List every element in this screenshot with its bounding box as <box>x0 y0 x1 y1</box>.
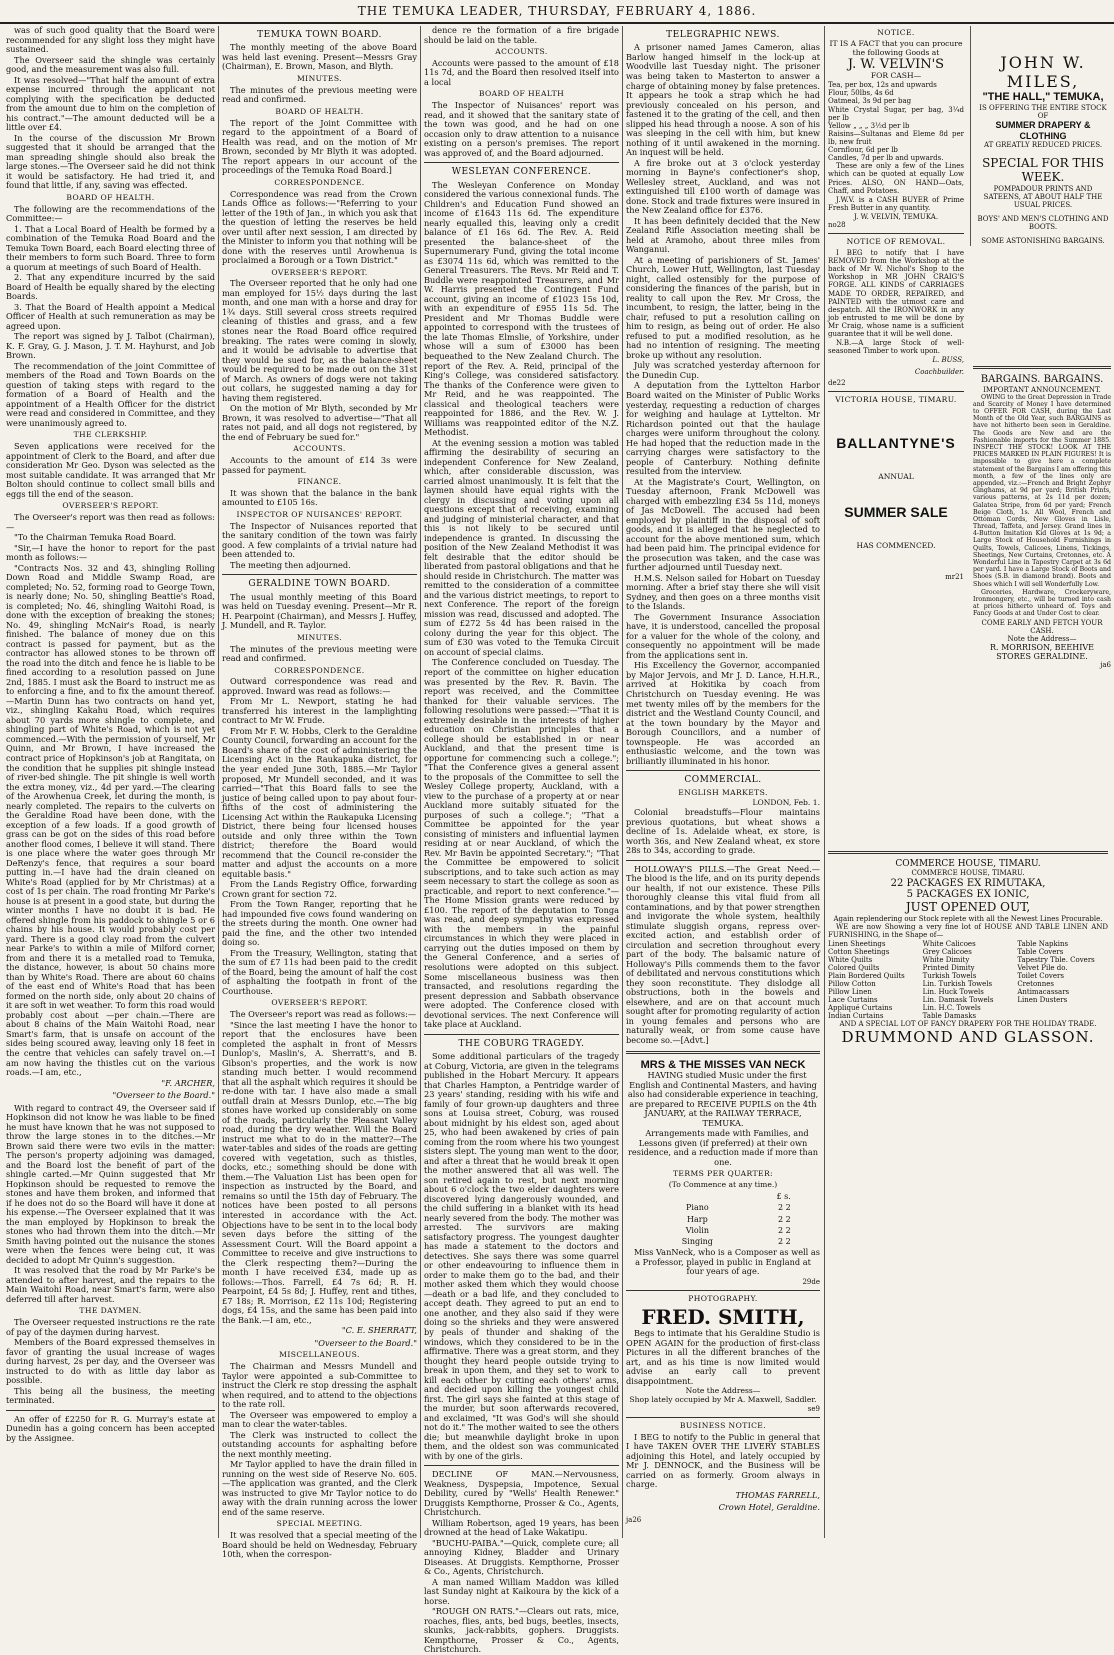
signature: Coachbuilder. <box>914 367 964 376</box>
column-5 <box>828 26 1111 1538</box>
paragraph: The recommendation of the joint Committee of members of the Road and Town Boards on the question of taking steps with regard to the formation of a Board of Health and the appointment of a Health Officer for the district were read and considered in Committee, and they were unanimously agreed to. <box>6 360 215 428</box>
paragraph: With regard to contract 49, the Overseer said if Hopkinson did not know he was liable to be fined he must have known that he was not supposed to throw the large stones in to the ditches.—Mr Brown said there were two evils in the matter: The person's property adjoining was damaged, and the Board lost the benefit of part of the shingle carted.—Mr Quinn suggested that Mr Hopkinson should be requested to remove the stones and have them broken, and informed that if he does not do so the Board will have it done at his expense.—The Overseer explained that it was the man employed by Hopkinson to break the stones who had thrown them into the ditch.—Mr Smith having pointed out the nuisance the stones were when the fences were being cut, it was decided to adopt Mr Quinn's suggestion. <box>6 1102 215 1265</box>
paragraph: "To the Chairman Temuka Road Board. <box>14 532 177 543</box>
list-item: Table Covers <box>1017 948 1064 957</box>
paragraph: The Overseer reported that he only had one man employed for 15½ days during the last month, and one man with a horse and dray for 1¾ days. Still several cross streets required cleaning of thistles and grass, and a few stones near the Road Board office required breaking. The rates were coming in slowly, and it would be advisable to advertise that they would be sued for, as the balance-sheet would be required to be made out on the 31st of March. As owners of dogs were not taking out collars, he suggested naming a day for having them registered. <box>222 278 417 403</box>
section-heading: MISCELLANEOUS. <box>279 1350 360 1360</box>
section-heading: OVERSEER'S REPORT. <box>271 998 368 1008</box>
paragraph: July was scratched yesterday afternoon for the Dunedin Cup. <box>626 360 820 380</box>
list-item: Printed Dimity <box>922 964 975 973</box>
paragraph: The Overseer said the shingle was certainly good, and the measurement was also full. <box>6 54 215 75</box>
paragraph: The Wesleyan Conference on Monday considered the various connexional funds. The Children's and Education Fund showed an income of £1643 11s 6d. The expenditure nearly equalled this, leaving only a credit balance of £1 16s 6d. The Rev. A. Reid presented the balance-sheet of the Supernumerary Fund, giving the total income as £3074 11s 6d, which was remitted to the General Treasurers. The Revs. Mr Reid and T. Buddle were reappointed Treasurers, and Mr W. Harris presented the Contingent Fund account, giving an income of £1023 15s 10d, with an expenditure of £955 11s 5d. The President and Mr Thomas Buddle were appointed to correspond with the trustees of the late Thomas Elmslie, of Yorkshire, under whose will a sum of £3000 has been bequeathed to the New Zealand Church. The report of the Rev. A. Reid, principal of the King's College, was considered satisfactory. The thanks of the Conference were given to Mr Reid, and he was reappointed. The classical and theological teachers were reappointed for 1886, and the Rev. W. J. Williams was reappointed editor of the N.Z. Methodist. <box>424 179 619 438</box>
paragraph: WE are now Showing a very fine lot of HOUSE AND TABLE LINEN AND FURNISHING, in the Shape of— <box>828 922 1108 939</box>
paragraph: The Inspector of Nuisances' report was read, and it showed that the sanitary state of the town was good, and he had on one occasion only to draw attention to a nuisance existing on a person's premises. The report was approved of, and the Board adjourned. <box>424 100 619 158</box>
paragraph: A man named William Maddon was killed last Sunday night at Kaikoura by the kick of a horse. <box>424 1576 619 1606</box>
section-heading: CORRESPONDENCE. <box>274 177 365 187</box>
advert-title: 5 PACKAGES EX IONIC, <box>906 889 1030 901</box>
paragraph: Outward correspondence was read and approved. Inward was read as follows:— <box>222 676 417 696</box>
paragraph: At the evening session a motion was tabled affirming the desirability of securing an independent Conference for New Zealand, which, after considerable discussion, was carried almost unanimously. It is felt that the laymen should have equal rights with the clergy in discussing and voting upon all questions except that of receiving, examining and judging of ministerial character, and that this is not likely to be secured until independence is granted. In discussing the position of the New Zealand Methodist it was felt desirable that the editor should be liberated from pastoral obligations and that he should reside in Christchurch. The matter was remitted to the consideration of a committee and the various district meetings, to report to next Conference. The report of the foreign mission was read, discussed and adopted. The sum of £272 5s 4d has been raised in the colony during the year for this object. The sum of £30 was voted to the Temuka Circuit on account of special claims. <box>424 437 619 657</box>
advert-intro: IT IS A FACT that you can procure the following Goods at <box>829 38 963 57</box>
advert-sub: BOYS' AND MEN'S CLOTHING AND BOOTS. <box>977 215 1109 232</box>
paragraph: The Clerk was instructed to collect the outstanding accounts for asphalting before the next monthly meeting. <box>222 1429 417 1459</box>
list-item: Lin. H.C. Towels <box>922 1004 981 1013</box>
section-heading: ACCOUNTS. <box>293 444 346 454</box>
paragraph: "Since the last meeting I have the honor to report that the enclosures have been completed the asphalt in front of Messrs Dunlop's, Maslin's, A. Sherratt's, and B. Gibson's properties, and the work is now standing much better. I would recommend that all the asphalt which requires it should be re-done with tar. I have also made a small outfall drain at Messrs Dunlop, etc.—The big stones have worked up considerably on some of the roads, particularly the Pleasant Valley road, during the dry weather. Will the Board instruct me what to do in the matter?—The water-tables and sides of the roads are getting covered with vegetation, such as thistles, docks, etc.; something should be done with them.—The Valuation List has been open for inspection as instructed by the Board, and remains so until the 15th day of February. The notices have been posted to all persons interested in accordance with the Act. Objections have to be sent in to the local body seven days before the sitting of the Assessment Court. Will the Board appoint a Committee to receive and give instructions to the Clerk respecting them?—During the month I have received £34, made up as follows:—Thos. Farrell, £4 7s 6d; R. H. Pearpoint, £4 5s 8d; J. Huffey, rent and tithes, £7 18s; R. Morrison, £2 11s 10d; Registering dogs, £4 15s, and the same has been paid into the Bank.—I am, etc., <box>222 1019 417 1325</box>
paragraph: The Government Insurance Association have, it is understood, cancelled the proposal for a valuer for the whole of the colony, and consequently no appointment will be made from the applications sent in. <box>626 611 820 660</box>
paragraph: The meeting then adjourned. <box>230 559 351 570</box>
section-heading: OVERSEER'S REPORT. <box>271 267 368 277</box>
advert-code: no28 <box>828 221 846 230</box>
paragraph: Accounts were passed to the amount of £18 11s 7d, and the Board then resolved itself into a local <box>424 57 619 87</box>
advert-heading: NOTICE OF REMOVAL. <box>846 237 946 247</box>
table-row: Piano 2 2 <box>686 1203 791 1213</box>
paragraph: dence re the formation of a fire brigade should be laid on the table. <box>424 25 619 45</box>
goods-list <box>828 940 1108 1020</box>
advert-title: SUMMER SALE <box>844 503 948 520</box>
list-item: Appliqué Curtains <box>828 1004 893 1013</box>
paragraph: DECLINE OF MAN.—Nervousness, Weakness, Dyspepsia, Impotence, Sexual Debility, cured by "Wells' Health Renewer." Druggists Kempthorne, Prosser & Co., Agents, Christchurch. <box>424 1469 619 1518</box>
paragraph: Colonial breadstuffs—Flour maintains previous quotations, but wheat shows a decline of 1s. Adelaide wheat, ex store, is worth 36s, and New Zealand wheat, ex store 28s to 34s, according to grade. <box>626 807 820 856</box>
advert-sub: COME EARLY AND FETCH YOUR CASH. <box>981 618 1103 635</box>
section-heading: ACCOUNTS. <box>495 47 548 57</box>
signature: "C. E. SHERRATT, <box>341 1325 417 1336</box>
paragraph: "Sir,—I have the honor to report for the past month as follows:— <box>6 542 215 563</box>
table-row: Violin 2 2 <box>685 1225 791 1235</box>
paragraph: N.B.—A large Stock of well-seasoned Timber to work upon. <box>828 339 964 356</box>
signature: R. MORRISON, BEEHIVE STORES GERALDINE. <box>990 642 1094 662</box>
ads-left-stack <box>828 26 964 581</box>
advert-sub: "THE HALL," TEMUKA, <box>982 91 1104 104</box>
article-heading: TEMUKA TOWN BOARD. <box>257 30 382 40</box>
advert-heading: NOTICE. <box>877 28 915 37</box>
paragraph: The Overseer's report was read as follows:— <box>230 1009 417 1020</box>
list-item: Toilet Covers <box>1017 972 1064 981</box>
list-item: Table Damasks <box>922 1012 977 1021</box>
paragraph: Some additional particulars of the tragedy at Coburg, Victoria, are given in the telegrams published in the Hobart Mercury. It appears that Charles Hampton, a Pentridge warder of 23 years' standing, residing with his wife and family of four grown-up daughters and three sons at Louisa street, Coburg, was roused about midnight by his eldest son, aged about 25, who had been awakened by cries of pain coming from the room where his two youngest sisters slept. The young man went to the door, and after a threat that he would break it open the mother answered that all was well. The son retired again to rest, but next morning about 6 o'clock the two elder daughters were discovered lying dangerously wounded, and the child suffering in a blanket with its head nearly severed from the body. The mother was arrested. The survivors are making satisfactory progress. The youngest daughter has made a statement to the doctors and detectives. She says there was some quarrel or other endeavouring to influence them in order to make them go to the bad, and their mother asked them which they would choose—death or a bad life, and they concluded to accept death. They agreed to put an end to one another, and they also said if they were doing so the shrieks and they were answered by peals of thunder and shaking of the windows, which they considered to be in the affirmative. There was a great storm, and they thought they heard people outside trying to break in upon them, and they set to work to kill each other by cutting each others' arms, and decided upon killing the youngest child first. The girl says she fainted at this stage of the murder, but soon afterwards recovered, and exclaimed, "It was God's will she should not do it." The mother waited to see the others die; but meanwhile daylight broke in upon them, and the oldest son was communicated with by one of the girls. <box>424 1051 619 1461</box>
divider <box>424 1034 619 1035</box>
paragraph: Begs to intimate that his Geraldine Studio is OPEN AGAIN for the production of first-class Pictures in all the different branches of the art, and as his time is now limited would advise an early call to prevent disappointment. <box>626 1327 820 1386</box>
advert-title: JOHN W. MILES, <box>1000 53 1086 91</box>
column-divider <box>218 26 219 1538</box>
advert-title: SPECIAL FOR THIS WEEK. <box>982 156 1104 184</box>
paragraph: The monthly meeting of the above Board was held last evening. Present—Messrs Gray (Chairman), E. Brown, Mason, and Blyth. <box>222 42 417 72</box>
signature: THOMAS FARRELL, <box>735 1489 820 1500</box>
list-item: Turkish Towels <box>922 972 977 981</box>
advert-sub: AND A SPECIAL LOT OF FANCY DRAPERY FOR THE HOLIDAY TRADE. <box>839 1020 1097 1029</box>
section-heading: THE DAYMEN. <box>79 1306 142 1316</box>
paragraph: An offer of £2250 for R. G. Murray's estate at Dunedin has a going concern has been accepted by the Assignee. <box>6 1413 215 1443</box>
paragraph: Arrangements made with Families, and Lessons given (if preferred) at their own residence, and a reduction made if more than one. <box>628 1128 818 1167</box>
ads-right-mid <box>970 361 1111 669</box>
list-item: Cretonnes <box>1017 980 1054 989</box>
list-item: Pillow Linen <box>828 988 872 997</box>
advert-heading: PHOTOGRAPHY. <box>688 1294 758 1303</box>
column-4 <box>626 26 820 1538</box>
signature: J. W. VELVIN, TEMUKA. <box>853 213 939 222</box>
price-item: Raisins—Sultanas and Eleme 8d per lb, new fruit <box>828 129 964 147</box>
advert-title: BARGAINS. BARGAINS. <box>980 374 1104 385</box>
paragraph: was of such good quality that the Board were recommended for any slight loss they might have sustained. <box>6 25 215 55</box>
section-heading: BOARD OF HEALTH <box>478 89 565 99</box>
list-item: White Calicoes <box>922 939 976 948</box>
section-heading: THE CLERKSHIP. <box>73 430 148 440</box>
advert-title: J. W. VELVIN'S <box>847 57 945 73</box>
paragraph: From Mr L. Newport, stating he had transferred his interest in the lamplighting contract to Mr W. Frude. <box>222 696 417 726</box>
paragraph: It was resolved that the road by Mr Parke's be attended to after harvest, and the repairs to the Main Waitohi Road, near Smart's farm, were also deferred till after harvest. <box>6 1265 215 1304</box>
section-heading: FINANCE. <box>297 477 342 487</box>
advert-title: DRUMMOND AND GLASSON. <box>841 1027 1095 1046</box>
fred-smith-advert <box>626 1306 820 1413</box>
advert-heading: BUSINESS NOTICE. <box>679 1420 767 1430</box>
column-divider <box>420 26 421 1538</box>
paragraph: The usual monthly meeting of this Board was held on Tuesday evening. Present—Mr R. H. Pearpoint (Chairman), and Messrs J. Huffey, J. Mundell, and R. Taylor. <box>222 591 417 631</box>
column-3 <box>424 25 619 1655</box>
advert-title: 22 PACKAGES EX RIMUTAKA, <box>890 877 1046 889</box>
ads-right-stack <box>970 26 1112 246</box>
paragraph: The report was signed by J. Talbot (Chairman), K. F. Gray, G. J. Mason, J. T. M. Hayhurst, and Job Brown. <box>6 331 215 361</box>
terms-table <box>650 1190 796 1248</box>
paragraph: His Excellency the Governor, accompanied by Major Jervois, and Mr J. D. Lance, H.H.R., arrived at Hokitika by coach from Christchurch on Tuesday evening. He was met twenty miles off by the members for the district and the Westland County Council, and at the town boundary by the Mayor and Borough Councillors, and a number of townspeople. He was accorded an enthusiastic welcome, and the town was brilliantly illuminated in his honor. <box>626 660 820 766</box>
price-item: Cornflour, 6d per lb <box>828 146 898 155</box>
list-item: Plain Bordered Quilts <box>828 972 905 981</box>
advert-sub: Again replendering our Stock replete with all the Newest Lines Procurable. <box>833 914 1103 923</box>
paragraph: The Overseer's report was then read as follows:— <box>6 512 215 532</box>
price-item: Oatmeal, 3s 9d per bag <box>828 97 912 106</box>
divider <box>626 1290 820 1291</box>
article-heading: THE COBURG TRAGEDY. <box>458 1038 585 1049</box>
article-heading: GERALDINE TOWN BOARD. <box>248 579 391 590</box>
section-heading: MINUTES. <box>297 632 342 642</box>
divider <box>828 851 1108 854</box>
paragraph: Miss VanNeck, who is a Composer as well as a Professor, played in public in England at four years of age. <box>634 1247 820 1277</box>
advert-sub: SOME ASTONISHING BARGAINS. <box>981 237 1105 246</box>
paragraph: From the Lands Registry Office, forwarding Crown grant for section 72. <box>222 879 417 899</box>
list-item: Velvet Pile do. <box>1017 964 1068 973</box>
ballantyne-advert <box>828 435 964 581</box>
advert-sub: IS OFFERING THE ENTIRE STOCK OF <box>979 103 1107 120</box>
price-item: Flour, 50lbs, 4s 6d <box>828 89 894 98</box>
section-heading: CORRESPONDENCE. <box>274 665 365 675</box>
paragraph: Correspondence was read from the Crown Lands Office as follows:—"Referring to your letter of the 19th of Jan., in which you ask that the question of letting the reserves be held over until after next session, I am directed by the Minister to inform you that nothing will be done with the reserves until Arowhenua is proclaimed a Borough or a Town District." <box>222 188 417 266</box>
paragraph: It was resolved that a special meeting of the Board should be held on Wednesday, February 10th, when the correspon- <box>222 1530 417 1560</box>
advert-sub: POMPADOUR PRINTS AND SATEENS, AT ABOUT HALF THE USUAL PRICES. <box>983 184 1103 210</box>
paragraph: 1. That a Local Board of Health be formed by a combination of the Temuka Road Board and the Temuka Town Board, each Board electing three of their members to form such Board. Three to form a quorum at meetings of such Board of Health. <box>6 223 215 272</box>
paragraph: William Robertson, aged 19 years, has been drowned at the head of Lake Wakatipu. <box>424 1517 619 1538</box>
paragraph: Members of the Board expressed themselves in favor of granting the usual increase of wages during harvest, 2s per day, and the Overseer was instructed to do with as little day labor as possible. <box>6 1337 215 1386</box>
paragraph: It has been definitely decided that the New Zealand Rifle Association meeting shall be held at Aramoho, about three miles from Wanganui. <box>626 215 820 255</box>
list-item: Pillow Cotton <box>828 980 876 989</box>
paragraph: Mr Taylor applied to have the drain filled in running on the west side of Reserve No. 605.—The application was granted, and the Clerk was instructed to give Mr Taylor notice to do away with the drain running across the lower end of the same reserve. <box>222 1459 417 1517</box>
section-heading: SPECIAL MEETING. <box>276 1519 363 1529</box>
column-divider <box>824 26 825 1538</box>
list-item: Linen Dusters <box>1017 996 1068 1005</box>
section-heading: BOARD OF HEALTH. <box>66 192 155 202</box>
paragraph: In the course of the discussion Mr Brown suggested that it should be arranged that the man spreading shingle should also break the large stones.—The Overseer said he did not think it would be satisfactory. He had tried it, and found that little, if any, saving was effected. <box>6 132 215 191</box>
john-miles-advert <box>974 54 1112 246</box>
section-heading: MINUTES. <box>297 73 342 83</box>
list-item: Grey Calicoes <box>922 948 972 957</box>
paragraph: On the motion of Mr Blyth, seconded by Mr Brown, it was resolved to advertise—"That all rates not paid, and all dogs not registered, by the end of February be sued for." <box>222 403 417 442</box>
divider <box>424 1465 619 1466</box>
advert-code: ja6 <box>1100 661 1111 670</box>
divider <box>828 233 964 234</box>
paragraph: A deputation from the Lyttelton Harbor Board waited on the Minister of Public Works yesterday, requesting a reduction of charges for weighing and haulage at Lyttelton. Mr Richardson pointed out that the haulage charges were uniform throughout the colony. He had hoped that the reduction made in the carrying charges were satisfactory to the people of Canterbury. Nothing definite resulted from the interview. <box>626 380 820 477</box>
advert-title: JUST OPENED OUT, <box>905 899 1031 914</box>
advert-title: BALLANTYNE'S <box>836 434 956 451</box>
divider <box>6 1410 215 1411</box>
divider <box>222 574 417 575</box>
advert-heading: VICTORIA HOUSE, TIMARU. <box>835 394 957 404</box>
advert-code: de22 <box>828 378 846 387</box>
signature: Crown Hotel, Geraldine. <box>718 1502 820 1513</box>
advert-code: se9 <box>807 1404 820 1413</box>
list-item: Antimacassars <box>1017 988 1070 997</box>
paragraph: It was resolved—"That half the amount of extra expense incurred through the applicant not complying with the specification be deducted from the amount due to him on the completion of his contract."—The amount deducted will be a little over £4. <box>6 74 215 133</box>
divider <box>973 366 1111 369</box>
divider <box>626 1051 820 1054</box>
advert-sub: ANNUAL <box>878 471 914 481</box>
signature: L. BUSS, <box>932 356 964 365</box>
column-2 <box>222 26 417 1560</box>
paragraph: From Mr F. W. Hobbs, Clerk to the Geraldine County Council, forwarding an account for the Board's share of the cost of administering the Licensing Act in the Raukapuka district, for the year ended June 30th, 1885.—Mr Taylor proposed, Mr Mundell seconded, and it was carried—"That this Board falls to see the justice of being called upon to pay about four-fifths of the cost of administering the Licensing Act within the Raukapuka Licensing District, there being four licensed houses outside and only three within the Town district; therefore the Board would recommend that the Council re-consider the matter and adjust the accounts on a more equitable basis." <box>222 725 417 879</box>
divider <box>626 770 820 771</box>
list-item: Lace Curtains <box>828 996 878 1005</box>
advert-sub: HAS COMMENCED. <box>856 540 936 550</box>
address-label: Note the Address— <box>1007 634 1077 643</box>
list-item: Lin. Damask Towels <box>922 996 994 1005</box>
column-divider <box>622 26 623 1538</box>
advert-title: FRED. SMITH, <box>641 1304 805 1329</box>
list-item: Tapestry Tble. Covers <box>1017 956 1095 965</box>
price-item: Yellow „ „ „ 3½d per lb <box>828 121 910 130</box>
paragraph: The minutes of the previous meeting were read and confirmed. <box>222 84 417 105</box>
divider <box>626 1417 820 1418</box>
list-item: Table Napkins <box>1017 939 1069 948</box>
paragraph: This being all the business, the meeting terminated. <box>6 1385 215 1406</box>
signature: "F. ARCHER, <box>161 1077 215 1088</box>
paragraph: "ROUGH ON RATS."—Clears out rats, mice, roaches, flies, ants, bed bugs, beetles, insects, skunks, jack-rabbits, gophers. Druggists. Kempthorne, Prosser & Co., Agents, Christchurch. <box>424 1606 619 1655</box>
section-heading: BOARD OF HEALTH. <box>275 106 364 116</box>
paragraph: H.M.S. Nelson sailed for Hobart on Tuesday morning. After a brief stay there she will visit Sydney, and then goes on a three months visit to the Islands. <box>626 572 820 612</box>
signature: "Overseer to the Board." <box>112 1090 215 1101</box>
paragraph: From the Treasury, Wellington, stating that the sum of £7 11s had been paid to the credit of the Board, being the amount of half the cost of asphalting the footpath in front of the Courthouse. <box>222 947 417 996</box>
article-heading: COMMERCIAL. <box>684 775 762 786</box>
paragraph: The minutes of the previous meeting were read and confirmed. <box>222 643 417 664</box>
paragraph: The report of the Joint Committee with regard to the appointment of a Board of Health was read, and on the motion of Mr Brown, seconded by Mr Blyth it was adopted. The report appears in our account of the proceedings of the Temuka Road Board.] <box>222 117 417 176</box>
paragraph: OWING to the Great Depression in Trade and Scarcity of Money I have determined to OFFER FOR CASH, during the Last Month of the Old Year, such BARGAINS as have not hitherto been seen in Geraldine. The Goods are New and are the Fashionable imports for the Summer 1885. INSPECT THE STOCK! LOOK AT THE PRICES MARKED IN PLAIN FIGURES! It is impossible to give here a complete statement of the Bargains I am offering this month, a few of the lines only are appended, viz.:—French and Bright Zephyr Ginghams, at 9d per yard; British Prints, various patterns, at 2s 11d per dozen; Galatea Stripe, from 6d per yard; French Beige Cloth, 1s. All Wool, French and Ottoman Cords, New Gloves in Lisle, Thread, Taffeta, and Jersey. Grand lines in 4-Button Imitation Kid Gloves at 1s 9d; a Large Stock of Household Furnishings in Quilts, Towels, Calicoes, Linens, Tickings, Sheetings, New Curtains, Cretonnes, etc. A Wonderful Line in Tapestry Carpet at 3s 6d per yard. I have a Large Stock of Boots and Shoes (S.B. in diamond brand). Boots and Shoes which I will sell Wonderfully Low. <box>973 393 1111 588</box>
paragraph: "BUCHU-PAIBA."—Quick, complete cure; all annoying Kidney, Bladder and Urinary Diseases. At Druggists. Kempthorne, Prosser & Co., Agents, Christchurch. <box>424 1537 619 1577</box>
paragraph: It was shown that the balance in the bank amounted to £105 16s. <box>222 487 417 508</box>
list-item: White Dimity <box>922 956 970 965</box>
advert-sub: IMPORTANT ANNOUNCEMENT. <box>983 385 1101 394</box>
van-neck-advert <box>626 1059 820 1286</box>
article-heading: WESLEYAN CONFERENCE. <box>451 167 592 178</box>
article-heading: TELEGRAPHIC NEWS. <box>666 30 780 40</box>
price-item: Candles, 7d per lb and upwards. <box>828 154 944 163</box>
paragraph: J.W.V. is a CASH BUYER of Prime Fresh Butter in any quantity. <box>828 195 964 212</box>
paragraph: Accounts to the amount of £14 3s were passed for payment. <box>222 454 417 475</box>
paragraph: At a meeting of parishioners of St. James' Church, Lower Hutt, Wellington, last Tuesday night, called ostensibly for the purpose of considering the finances of the parish, but in reality to call upon the Rev. Mr Cross, the incumbent, to resign, the latter, being in the chair, refused to put a resolution calling on him to resign, as being out of order. He also refused to put a modified resolution, as he had no intention of resigning. The meeting broke up without any resolution. <box>626 254 820 360</box>
table-row: Singing 2 2 <box>681 1237 791 1247</box>
table-row: Harp 2 2 <box>687 1214 791 1224</box>
divider <box>424 162 619 163</box>
advert-heading: MRS & THE MISSES VAN NECK <box>640 1058 806 1071</box>
paragraph: 2. That any expenditure incurred by the said Board of Health be equally shared by the electing Boards. <box>6 272 215 302</box>
paragraph: The Chairman and Messrs Mundell and Taylor were appointed a sub-Committee to instruct the Clerk re stop dressing the asphalt when required, and to attend to the objections to the rate roll. <box>222 1361 417 1410</box>
paragraph: I BEG to notify that I have REMOVED from the Workshop at the back of Mr W. Nichol's Shop to the Workshop in MR JOHN CRAIG'S FORGE. ALL KINDS of CARRIAGES MADE TO ORDER, REPAIRED, and PAINTED with the utmost care and despatch. All the IRONWORK in any job entrusted to me will be done by Mr Craig, whose name is a sufficient guarantee that it will be well done. <box>828 249 964 339</box>
list-item: Lin. Huck Towels <box>922 988 984 997</box>
paragraph: "Contracts Nos. 32 and 43, shingling Rolling Down Road and Middle Swamp Road, are completed; No. 52, forming road to George Town, is nearly done; No. 50, shingling Beattie's Road, is completed; No. 46, shingling Waitohi Road, is done with the exception of breaking the stones; No. 49, shingling McNair's Road, is nearly finished. The balance of money due on this contract is passed for payment, but as the contractor has allowed stones to be thrown off the road into the ditch and fence he is liable to be fined according to a resolution passed on June 2nd, 1885. I must ask the Board to instruct me as to enforcing a fine, and to fix the amount thereof.—Martin Dunn has two contracts on hand yet, viz., shingling Kakahu Road, which requires about 70 yards more shingle to complete, and shingling part of White's Road, which is not yet commenced.—With the permission of yourself, Mr Quinn, and Mr Brown, I have increased the contract price of Hopkinson's job at Rangitata, on the condition that he supplies pit shingle instead of river-bed shingle. The pit shingle is well worth the extra money, viz., 4d per yard.—The clearing of the Arowhenua Creek, let during the month, is nearly completed. The repairs to the culverts on the Geraldine Road have been done, with the exception of a few loads. If a good growth of grass can be got on the sides of this road before another flood comes, I believe it will stand. There is one place where the water goes through Mr DeRenzy's fence, that requires a sour board putting in.—I have had the drain cleaned on White's Road (applied for by Mr Christmas) at a cost of 1s per chain. The road fronting Mr Parke's house is at present in a good state, but during the winter months I have no doubt it is bad. He offered shingle from his paddock to shingle 5 or 6 chains by his house. It would probably cost per yard. There is a good clay road from the culvert near Parke's to within a mile of Milford corner, from and there it is a metalled road to Temuka, the distance, however, is about 50 chains more than by White's Road. There are about 60 chains of the east end of White's Road that has been formed on the north side, only about 20 chains of it are soft in wet weather. To form this road would probably cost about —per chain.—There are about 8 chains of the Main Waitohi Road, near Smart's farm, that is unsafe on account of the sides being scoured away, leaving only 18 feet in the centre that vehicles can safely travel on.—I am now having the thistles cut on the various roads.—I am, etc., <box>6 562 215 1078</box>
paragraph: 3. That the Board of Health appoint a Medical Officer of Health at such remuneration as may be agreed upon. <box>6 301 215 331</box>
section-heading: ENGLISH MARKETS. <box>678 787 768 797</box>
column-1 <box>6 26 215 1538</box>
list-item: Linen Sheetings <box>828 939 886 948</box>
advert-sub: FOR CASH— <box>870 71 922 81</box>
currency-header: £ s. <box>776 1192 791 1202</box>
divider <box>828 391 964 392</box>
section-heading: INSPECTOR OF NUISANCES' REPORT. <box>236 509 403 519</box>
address-label: Note the Address— <box>685 1386 761 1396</box>
advert-code: ja26 <box>626 1515 642 1524</box>
list-item: White Quilts <box>828 956 873 965</box>
paragraph: The Overseer was empowered to employ a man to clear the water-tables. <box>222 1409 417 1430</box>
advert-sub: COMMERCE HOUSE, TIMARU. <box>911 869 1025 878</box>
paragraph: The following are the recommendations of the Committee:— <box>6 203 215 224</box>
masthead: THE TEMUKA LEADER, THURSDAY, FEBRUARY 4, 1886. <box>0 0 1114 24</box>
paragraph: HOLLOWAY'S PILLS.—The Great Need.—The blood is the life, and on its purity depends our health, if not our existence. These Pills thoroughly cleanse this vital fluid from all contaminations, and by that power strengthen and invigorate the whole system, healthily stimulate sluggish organs, repress over-excited action, and establish order of circulation and secretion throughout every part of the body. The balsamic nature of Holloway's Pills commends them to the favor of debilitated and nervous constitutions which they soon reconstitute. They dislodge all obstructions, both in the bowels and elsewhere, and are on that account much sought after for promoting regularity of action in young females and persons who are naturally weak, or from some cause have become so.—[Advt.] <box>626 863 820 1045</box>
paragraph: These are only a few of the Lines which can be quoted at equally Low Prices. ALSO, ON HAND—Oats, Chaff, and Potatoes. <box>828 162 964 195</box>
signature: "Overseer to the Board." <box>314 1337 417 1348</box>
dateline: LONDON, Feb. 1. <box>752 798 820 808</box>
list-item: Indian Curtains <box>828 1012 884 1021</box>
advert-sub: AT GREATLY REDUCED PRICES. <box>983 140 1103 149</box>
paragraph: A fire broke out at 3 o'clock yesterday morning in Bayne's confectioner's shop, Wellesley street, Auckland, and was not extinguished till £100 worth of damage was done. Stock and trade fixtures were insured in the New Zealand office for £376. <box>626 157 820 216</box>
address: Shop lately occupied by Mr A. Maxwell, Saddler. <box>629 1394 817 1404</box>
paragraph: The Conference concluded on Tuesday. The report of the committee on higher education was presented by the Rev. R. Bavin. The report was received, and the Committee thanked for their valuable services. The following resolutions were passed:—"That it is extremely desirable in the interests of higher education on Christian principles that a college should be established in or near Auckland, and that the present time is opportune for commencing such a college."; "That the Conference gives a general assent to the proposals of the Committee to sell the Wesley College property, Auckland, with a view to the purchase of a property at or near Auckland more suitably situated for the purposes of such a college."; "That a Committee be appointed for the year consisting of ministers and influential laymen residing at or near Auckland, of which the Rev. Mr Bavin be appointed Secretary."; "That the Committee be empowered to solicit subscriptions, and to take such action as may seem necessary to start the college as soon as practicable, and report to next conference."—The Home Mission grants were reduced by £100. The report of the deputation to Tonga was read, and deep sympathy was expressed with the members in the painful circumstances in which they were placed in carrying out the duties imposed on them by the General Conference, and a series of resolutions were adopted on this subject. Some miscellaneous business was then transacted, and resolutions regarding the present depression and Sabbath observance were adopted. The Conference closed with devotional services. The next Conference will take place at Auckland. <box>424 657 619 1030</box>
price-item: White Crystal Sugar, per bag, 3¼d per lb <box>828 105 964 122</box>
paragraph: HAVING studied Music under the first English and Continental Masters, and having also had considerable experience in teaching, are prepared to RECEIVE PUPILS on the 4th JANUARY, at the RAILWAY TERRACE, TEMUKA. <box>627 1070 819 1128</box>
paragraph: Groceries, Hardware, Crockeryware, Ironmongery, etc., will be turned into cash at prices hitherto unheard of. Toys and Fancy Goods at and Under Cost to clear. <box>973 588 1111 618</box>
ads-bottom <box>828 846 1108 1046</box>
advert-title: SUMMER DRAPERY & CLOTHING <box>995 120 1091 141</box>
paragraph: The Overseer requested instructions re the rate of pay of the daymen during harvest. <box>6 1317 215 1337</box>
price-item: Tea, per box, 12s and upwards <box>828 81 937 90</box>
section-heading: OVERSEER'S REPORT. <box>62 501 159 511</box>
terms-heading: TERMS PER QUARTER: <box>672 1169 774 1179</box>
advert-title: COMMERCE HOUSE, TIMARU. <box>895 859 1041 869</box>
paragraph: From the Town Ranger, reporting that he had impounded five cows found wandering on the streets during the month. One owner had paid the fine, and the other two intended doing so. <box>222 899 417 948</box>
paragraph: Seven applications were received for the appointment of Clerk to the Board, and after due consideration Mr Geo. Dyson was selected as the most suitable candidate. It was arranged that Mr Bolton should continue to collect small bills and eggs till the end of the season. <box>6 441 215 499</box>
paragraph: At the Magistrate's Court, Wellington, on Tuesday afternoon, Frank McDowell was charged with embezzling £34 5s 11d, moneys of Jas McDowell. The accused had been employed by plaintiff in the disposal of soft goods, and it is alleged that he neglected to account for the above mentioned sum, which had been paid him. The principal evidence for the prosecution was taken, and the case was further adjourned until Tuesday next. <box>626 476 820 573</box>
list-item: Cotton Sheetings <box>828 948 890 957</box>
paragraph: A prisoner named James Cameron, alias Barlow hanged himself in the lock-up at Woodville last Tuesday night. The prisoner was being taken to Masterton to answer a charge of obtaining money by false pretences. It appears he took a strap which he had previously concealed on his person, and fastened it to the grating of the cell, and then slipped his head through a noose. A son of his was sleeping in the cell with him, but knew nothing of it until awakened in the morning. An inquest will be held. <box>626 42 820 158</box>
advert-code: mr21 <box>945 572 964 581</box>
terms-note: (To Commence at any time.) <box>668 1180 778 1190</box>
advert-code: 29de <box>802 1277 820 1286</box>
list-item: Lin. Turkish Towels <box>922 980 993 989</box>
paragraph: I BEG to notify to the Public in general that I have TAKEN OVER THE LIVERY STABLES adjoining this Hotel, and lately occupied by Mr J. DENNOCK, and the Business will be carried on as formerly. Groom always in charge. <box>626 1431 820 1490</box>
divider <box>626 860 820 861</box>
paragraph: The Inspector of Nuisances reported that the sanitary condition of the town was fairly good. A few complaints of a trivial nature had been attended to. <box>222 520 417 560</box>
list-item: Colored Quilts <box>828 964 880 973</box>
